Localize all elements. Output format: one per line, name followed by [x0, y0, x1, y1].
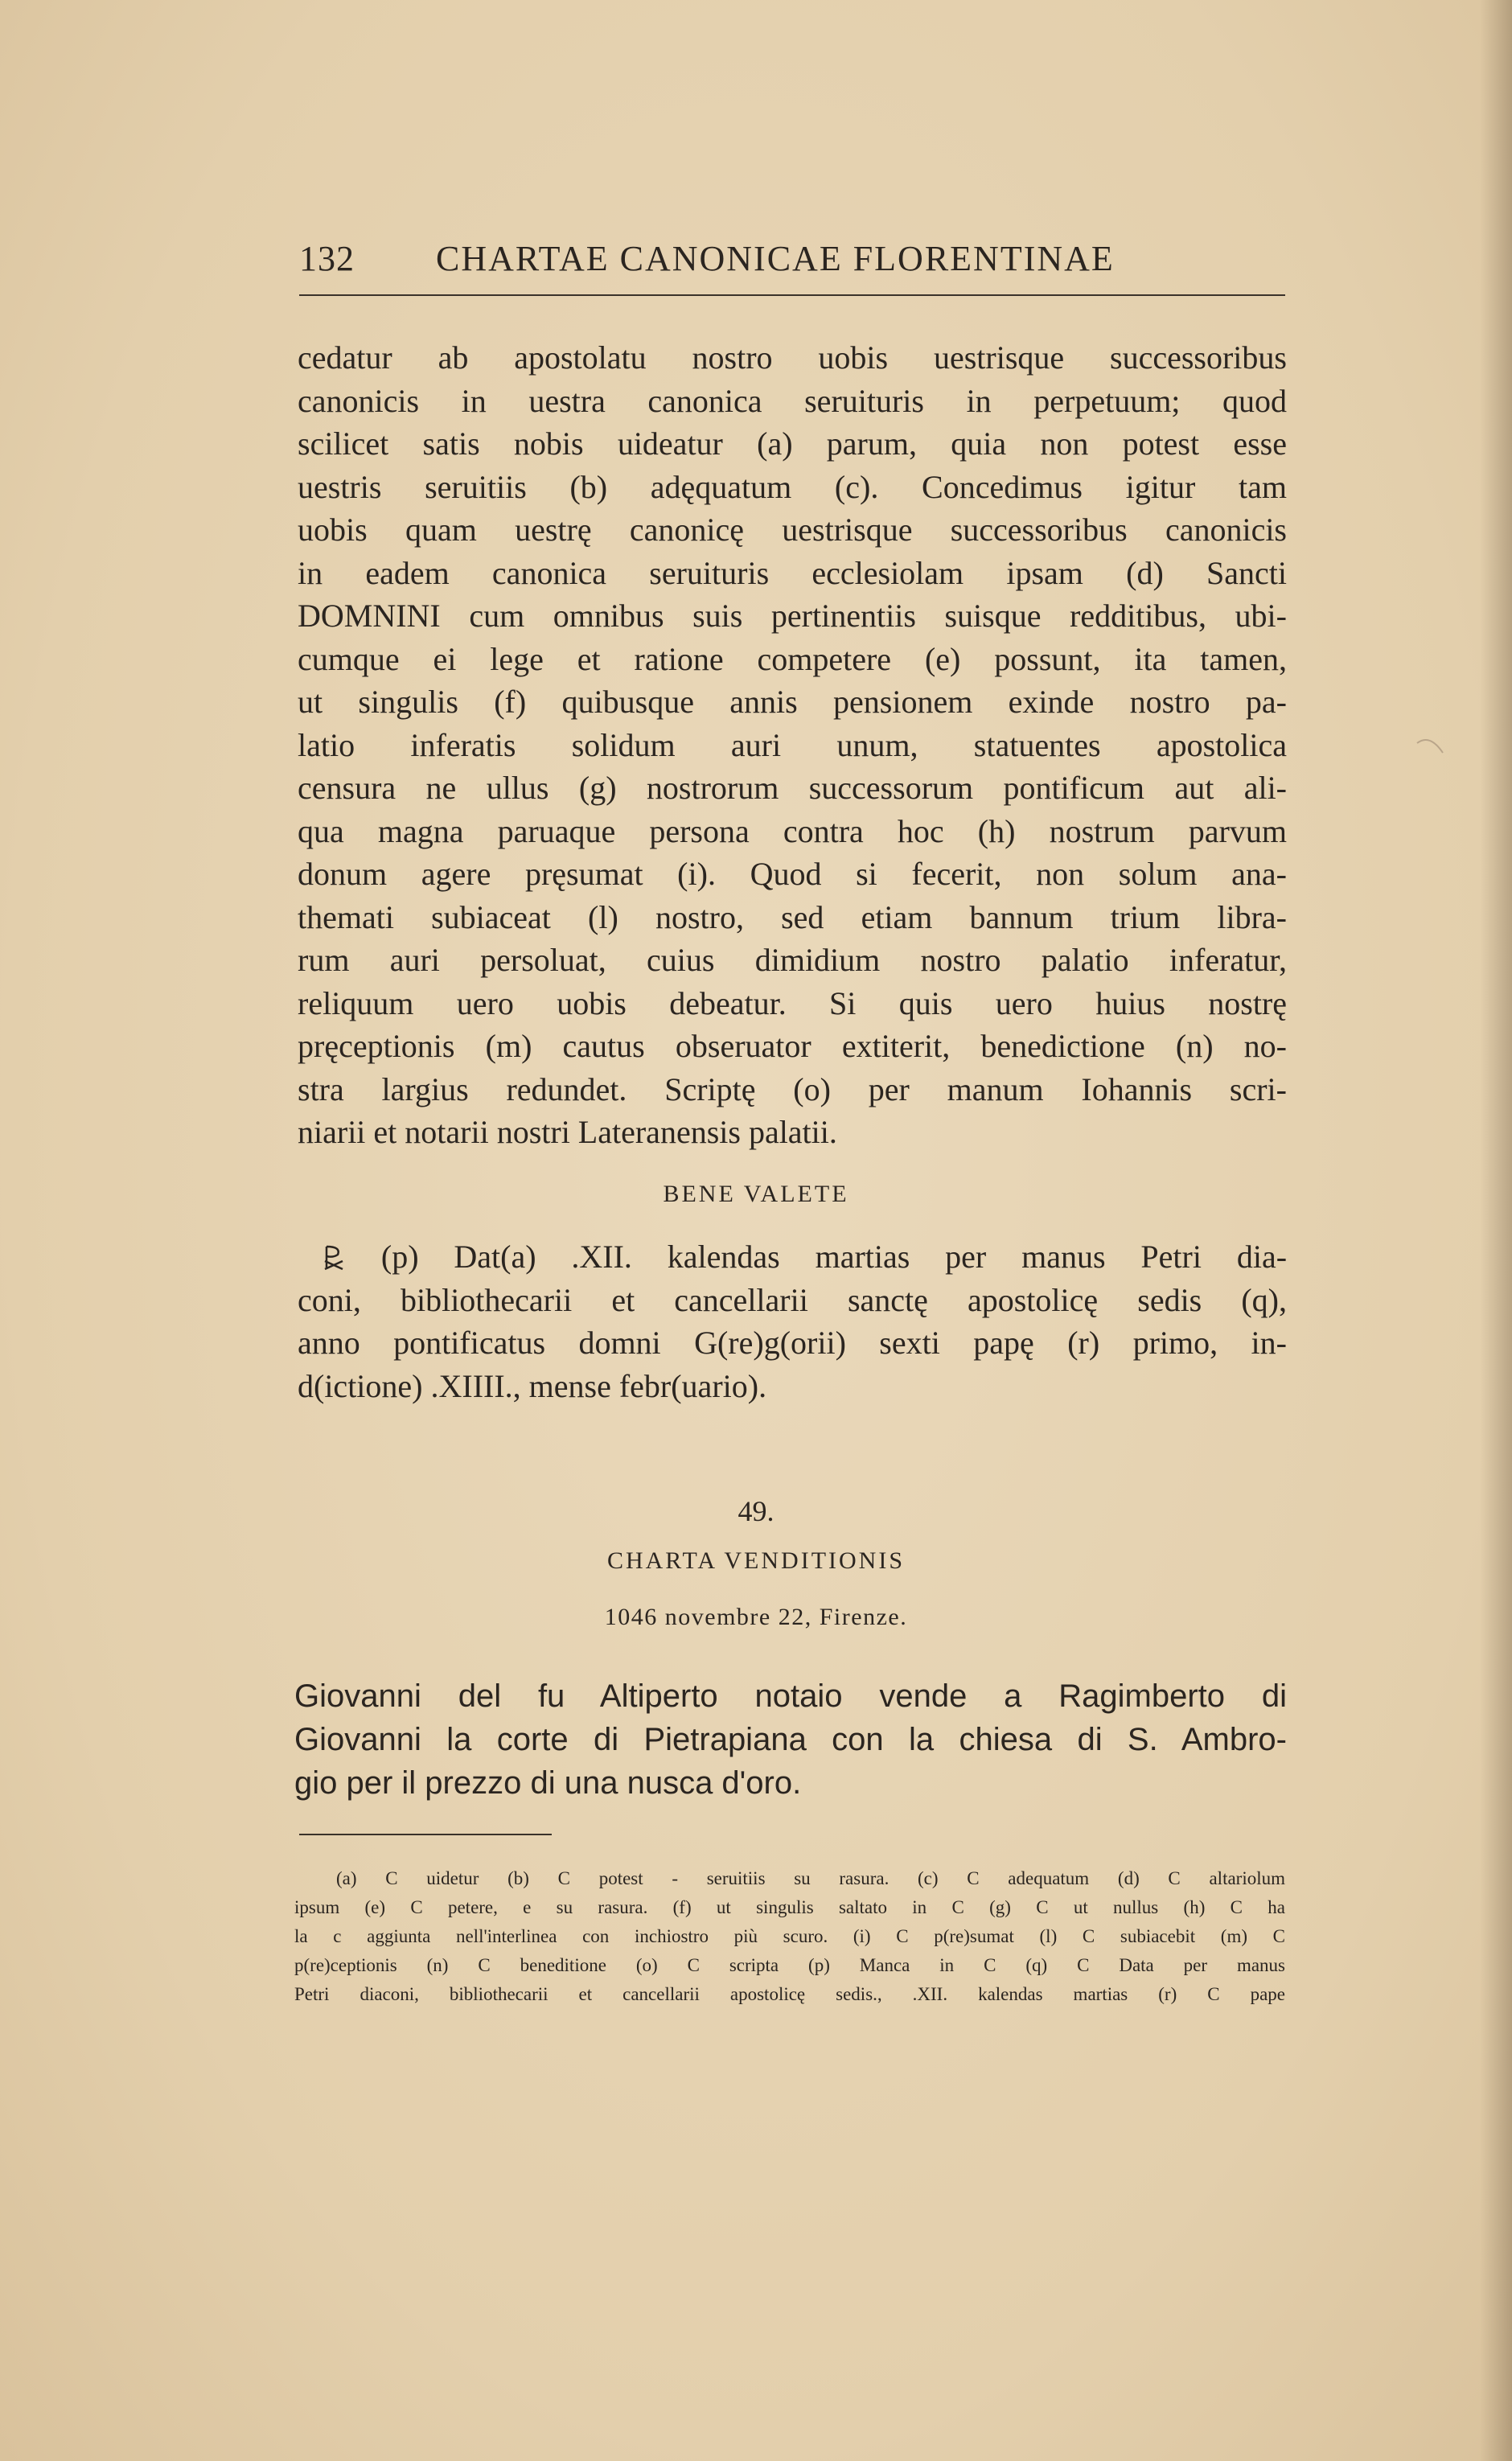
text-line: ut singulis (f) quibusque annis pensionem exinde nostro pa- — [298, 684, 1287, 720]
text-line: in eadem canonica seruituris ecclesiolam ipsam (d) Sancti — [298, 554, 1287, 591]
text-line: latio inferatis solidum auri unum, statuentes apostolica — [298, 726, 1287, 763]
charter-number: 49. — [738, 1495, 774, 1527]
text-line: rum auri persoluat, cuius dimidium nostro palatio inferatur, — [298, 942, 1287, 978]
margin-mark — [1415, 732, 1444, 754]
text-line: pręceptionis (m) cautus obseruator extiterit, benedictione (n) no- — [298, 1028, 1287, 1064]
chrismon-icon — [322, 1243, 346, 1271]
text-line: uestris seruitiis (b) adęquatum (c). Concedimus igitur tam — [298, 468, 1287, 505]
text-line: cumque ei lege et ratione competere (e) possunt, ita tamen, — [298, 640, 1287, 677]
text-line: themati subiaceat (l) nostro, sed etiam bannum trium libra- — [298, 898, 1287, 935]
text-line: stra largius redundet. Scriptę (o) per manum Iohannis scri- — [298, 1070, 1287, 1107]
summary-line: gio per il prezzo di una nusca d'oro. — [294, 1765, 802, 1801]
text-line: reliquum uero uobis debeatur. Si quis uero huius nostrę — [298, 984, 1287, 1021]
bene-valete: BENE VALETE — [663, 1181, 849, 1207]
dat-line: d(ictione) .XIIII., mense febr(uario). — [298, 1367, 767, 1404]
footnote-line: (a) C uidetur (b) C potest - seruitiis su rasura. (c) C adequatum (d) C altariolum — [336, 1868, 1285, 1888]
charter-title: CHARTA VENDITIONIS — [606, 1547, 906, 1574]
charter-text — [298, 336, 1287, 1154]
text-line: censura ne ullus (g) nostrorum successorum pontificum aut ali- — [298, 770, 1287, 806]
dating-clause — [298, 1235, 1287, 1407]
text-line: cedatur ab apostolatu nostro uobis uestrisque successoribus — [298, 339, 1287, 376]
dat-line: coni, bibliothecarii et cancellarii sanctę apostolicę sedis (q), — [298, 1281, 1287, 1318]
text-line: scilicet satis nobis uideatur (a) parum, quia non potest esse — [298, 425, 1287, 462]
footnotes — [294, 1864, 1285, 2009]
footnote-line: Petri diaconi, bibliothecarii et cancellarii apostolicę sedis., .XII. kalendas martias (r) C pape — [294, 1984, 1285, 2004]
footnote-line: la c aggiunta nell'interlinea con inchiostro più scuro. (i) C p(re)sumat (l) C subiacebit (m) C — [294, 1926, 1285, 1946]
running-title: CHARTAE CANONICAE FLORENTINAE — [436, 239, 1115, 278]
summary-line: Giovanni del fu Altiperto notaio vende a Ragimberto di — [294, 1678, 1287, 1714]
footnote-line: ipsum (e) C petere, e su rasura. (f) ut singulis saltato in C (g) C ut nullus (h) C ha — [294, 1897, 1285, 1917]
dat-line: anno pontificatus domni G(re)g(orii) sexti papę (r) primo, in- — [298, 1325, 1287, 1361]
text-line: uobis quam uestrę canonicę uestrisque successoribus canonicis — [298, 512, 1287, 548]
footnote-rule — [299, 1834, 552, 1835]
text-line: qua magna paruaque persona contra hoc (h) nostrum parvum — [298, 812, 1287, 849]
page-number: 132 — [299, 239, 355, 278]
text-line: donum agere pręsumat (i). Quod si fecerit, non solum ana- — [298, 856, 1287, 892]
page-edge-shadow — [1480, 0, 1512, 2461]
dat-line-with-chrismon — [298, 1235, 1287, 1279]
summary-line: Giovanni la corte di Pietrapiana con la chiesa di S. Ambro- — [294, 1722, 1287, 1757]
charter-date: 1046 novembre 22, Firenze. — [604, 1604, 908, 1630]
text-line: DOMNINI cum omnibus suis pertinentiis suisque redditibus, ubi- — [298, 598, 1287, 634]
running-header — [299, 238, 1285, 286]
text-line: niarii et notarii nostri Lateranensis palatii. — [298, 1114, 837, 1150]
charter-summary — [294, 1674, 1287, 1805]
dat-text: (p) Dat(a) .XII. kalendas martias per manus Petri dia- — [380, 1239, 1288, 1275]
text-line: canonicis in uestra canonica seruituris in perpetuum; quod — [298, 382, 1287, 419]
footnote-line: p(re)ceptionis (n) C beneditione (o) C scripta (p) Manca in C (q) C Data per manus — [294, 1955, 1285, 1975]
header-rule — [299, 294, 1285, 296]
